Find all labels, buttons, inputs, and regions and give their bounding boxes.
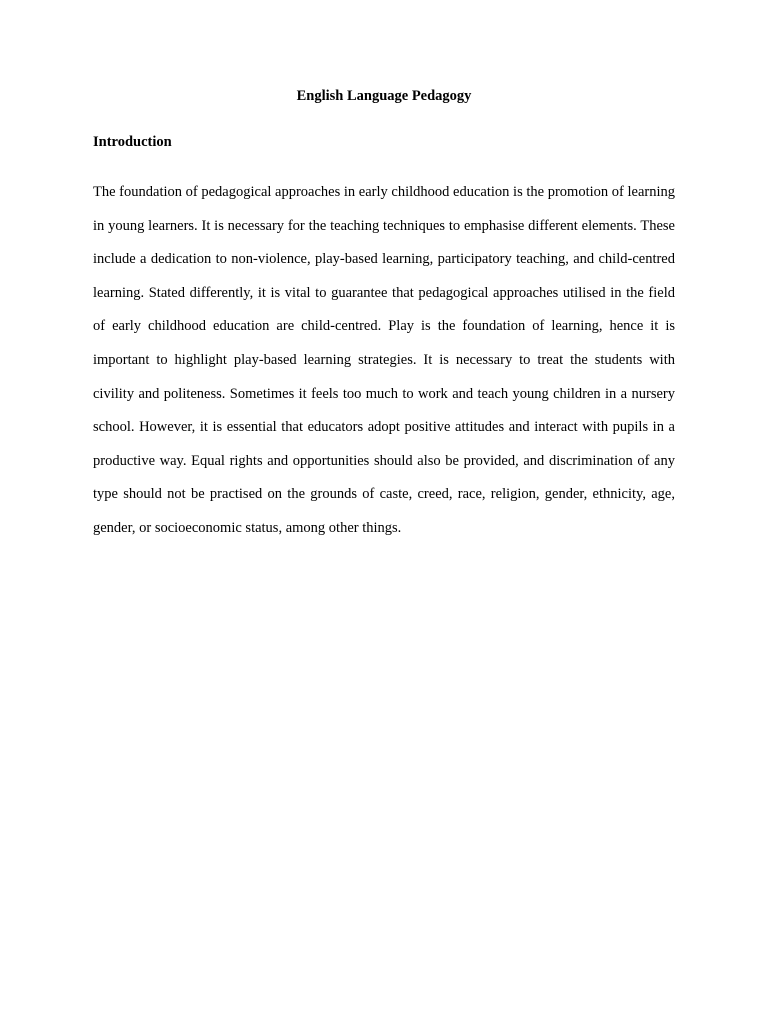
section-heading-introduction: Introduction [93,134,172,150]
document-title: English Language Pedagogy [296,88,472,104]
introduction-paragraph: The foundation of pedagogical approaches in early childhood education is the promotion of learning in young learners. It is necessary for the teaching techniques to emphasise different elements. These include a dedication to non-violence, play-based learning, participatory teaching, and child-centred learning. Stated differently, it is vital to guarantee that pedagogical approaches utilised in the field of early childhood education are child-centred. Play is the foundation of learning, hence it is important to highlight play-based learning strategies. It is necessary to treat the students with civility and politeness. Sometimes it feels too much to work and teach young children in a nursery school. However, it is essential that educators adopt positive attitudes and interact with pupils in a productive way. Equal rights and opportunities should also be provided, and discrimination of any type should not be practised on the grounds of caste, creed, race, religion, gender, ethnicity, age, gender, or socioeconomic status, among other things. [93,184,675,536]
